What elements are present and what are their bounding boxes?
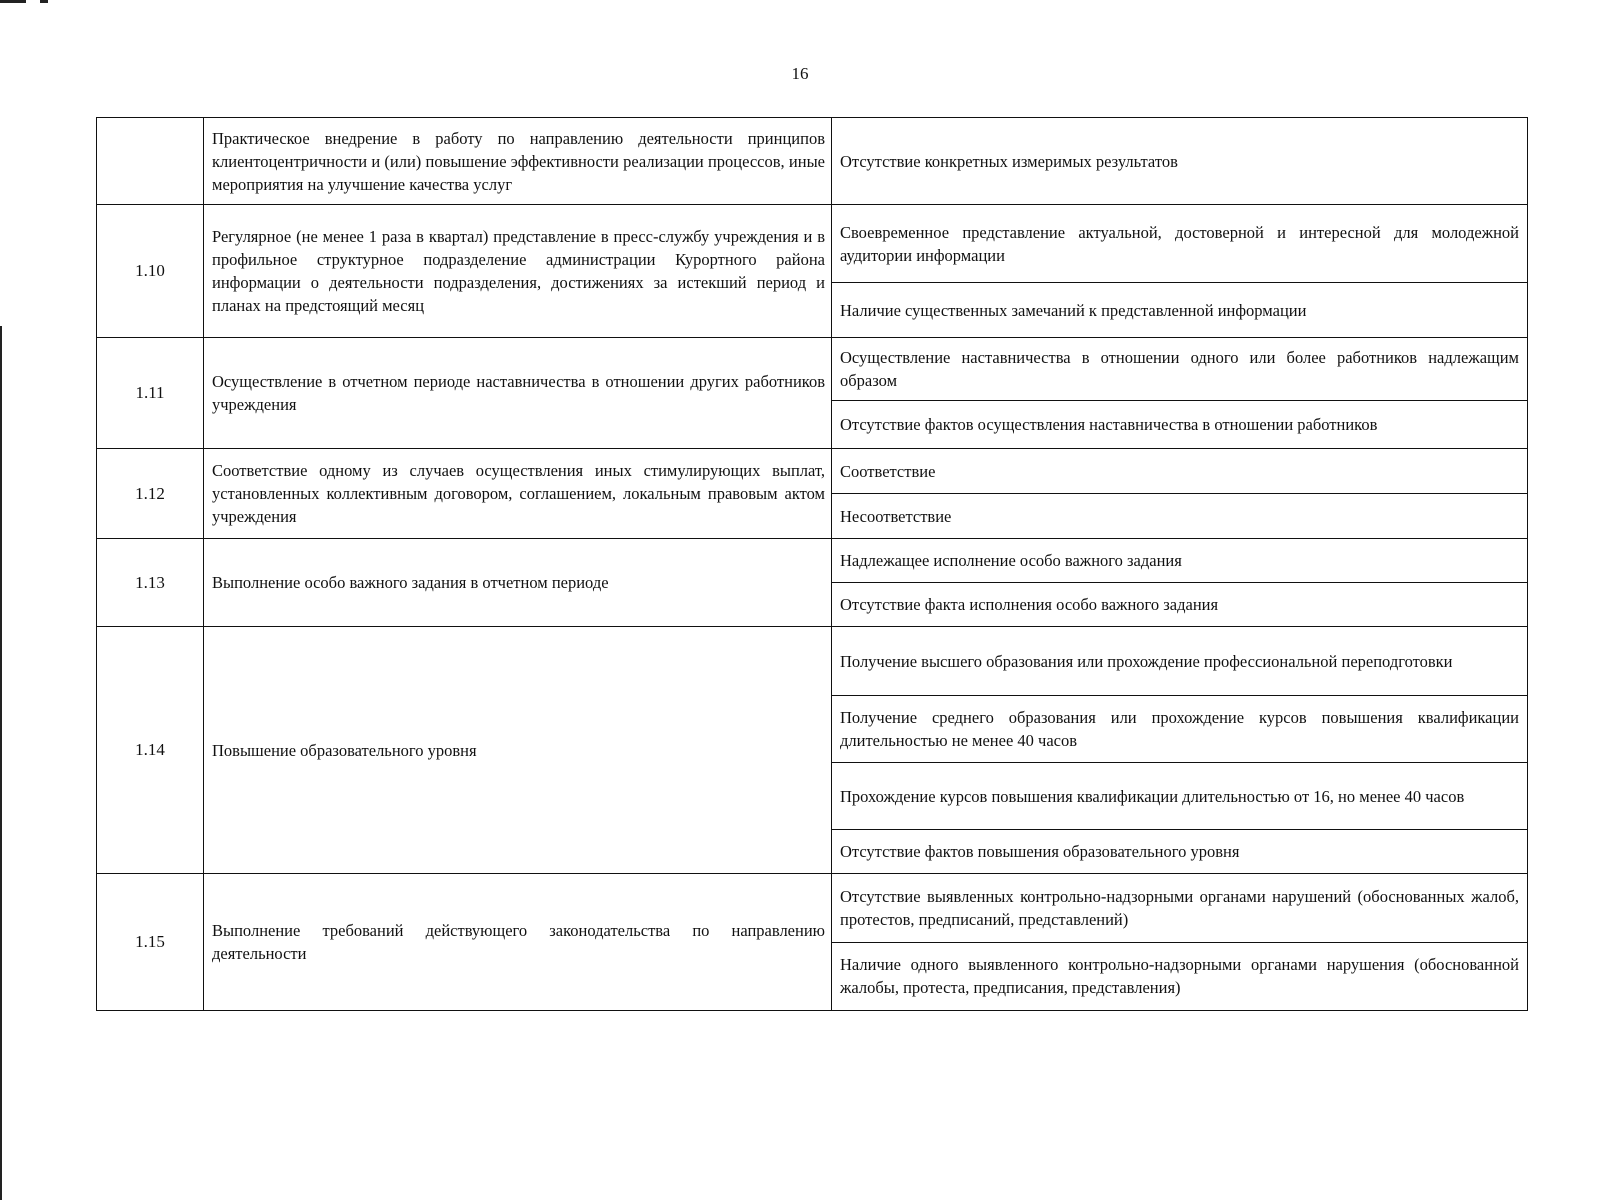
row-criteria xyxy=(832,118,1527,204)
row-description: Повышение образовательного уровня xyxy=(204,627,832,873)
criterion: Отсутствие выявленных контрольно-надзорными органами нарушений (обоснованных жалоб, протестов, предписаний, представлений) xyxy=(840,886,1519,929)
criterion: Наличие одного выявленного контрольно-надзорными органами нарушения (обоснованной жалобы, протеста, предписания, представления) xyxy=(832,942,1527,1011)
row-number: 1.11 xyxy=(97,338,204,448)
criterion: Отсутствие факта исполнения особо важного задания xyxy=(832,582,1527,626)
criterion: Своевременное представление актуальной, достоверной и интересной для молодежной аудитории информации xyxy=(840,222,1519,265)
criteria-table xyxy=(96,117,1528,1011)
criterion: Получение среднего образования или прохождение курсов повышения квалификации длительностью не менее 40 часов xyxy=(832,695,1527,762)
row-number: 1.12 xyxy=(97,449,204,538)
row-criteria xyxy=(832,338,1527,448)
row-number: 1.15 xyxy=(97,874,204,1010)
table-row xyxy=(96,117,1528,205)
row-number xyxy=(97,118,204,204)
criterion: Соответствие xyxy=(840,461,936,481)
row-description: Выполнение требований действующего законодательства по направлению деятельности xyxy=(204,874,832,1010)
criterion: Отсутствие фактов осуществления наставничества в отношении работников xyxy=(832,400,1527,448)
table-row xyxy=(96,874,1528,1011)
criterion: Отсутствие конкретных измеримых результатов xyxy=(840,151,1178,171)
row-number: 1.14 xyxy=(97,627,204,873)
table-row xyxy=(96,205,1528,338)
criterion: Несоответствие xyxy=(832,493,1527,538)
page-number: 16 xyxy=(791,64,809,83)
table-row xyxy=(96,539,1528,627)
table-row xyxy=(96,449,1528,539)
table-row xyxy=(96,627,1528,874)
scan-edge-line xyxy=(0,326,2,1200)
row-criteria xyxy=(832,205,1527,337)
scan-edge-mark xyxy=(40,0,48,3)
row-description: Осуществление в отчетном периоде наставничества в отношении других работников учреждения xyxy=(204,338,832,448)
row-criteria xyxy=(832,874,1527,1010)
criterion: Надлежащее исполнение особо важного задания xyxy=(840,551,1182,570)
row-criteria xyxy=(832,627,1527,873)
row-description: Соответствие одному из случаев осуществления иных стимулирующих выплат, установленных коллективным договором, соглашением, локальным правовым актом учреждения xyxy=(204,449,832,538)
row-description: Выполнение особо важного задания в отчетном периоде xyxy=(204,539,832,626)
criterion: Наличие существенных замечаний к представленной информации xyxy=(832,282,1527,337)
criterion: Отсутствие фактов повышения образовательного уровня xyxy=(832,829,1527,873)
row-number: 1.10 xyxy=(97,205,204,337)
criterion: Прохождение курсов повышения квалификации длительностью от 16, но менее 40 часов xyxy=(832,762,1527,829)
table-row xyxy=(96,338,1528,449)
row-criteria xyxy=(832,449,1527,538)
row-criteria xyxy=(832,539,1527,626)
criterion: Получение высшего образования или прохождение профессиональной переподготовки xyxy=(840,651,1453,671)
row-number: 1.13 xyxy=(97,539,204,626)
row-description: Практическое внедрение в работу по направлению деятельности принципов клиентоцентричности и (или) повышение эффективности реализации процессов, иные мероприятия на улучшение качества услуг xyxy=(204,118,832,204)
row-description: Регулярное (не менее 1 раза в квартал) представление в пресс-службу учреждения и в профильное структурное подразделение администрации Курортного района информации о деятельности подразделения, достижениях за истекший период и планах на предстоящий месяц xyxy=(204,205,832,337)
criterion: Осуществление наставничества в отношении одного или более работников надлежащим образом xyxy=(840,348,1519,390)
scan-edge-mark xyxy=(0,0,26,3)
